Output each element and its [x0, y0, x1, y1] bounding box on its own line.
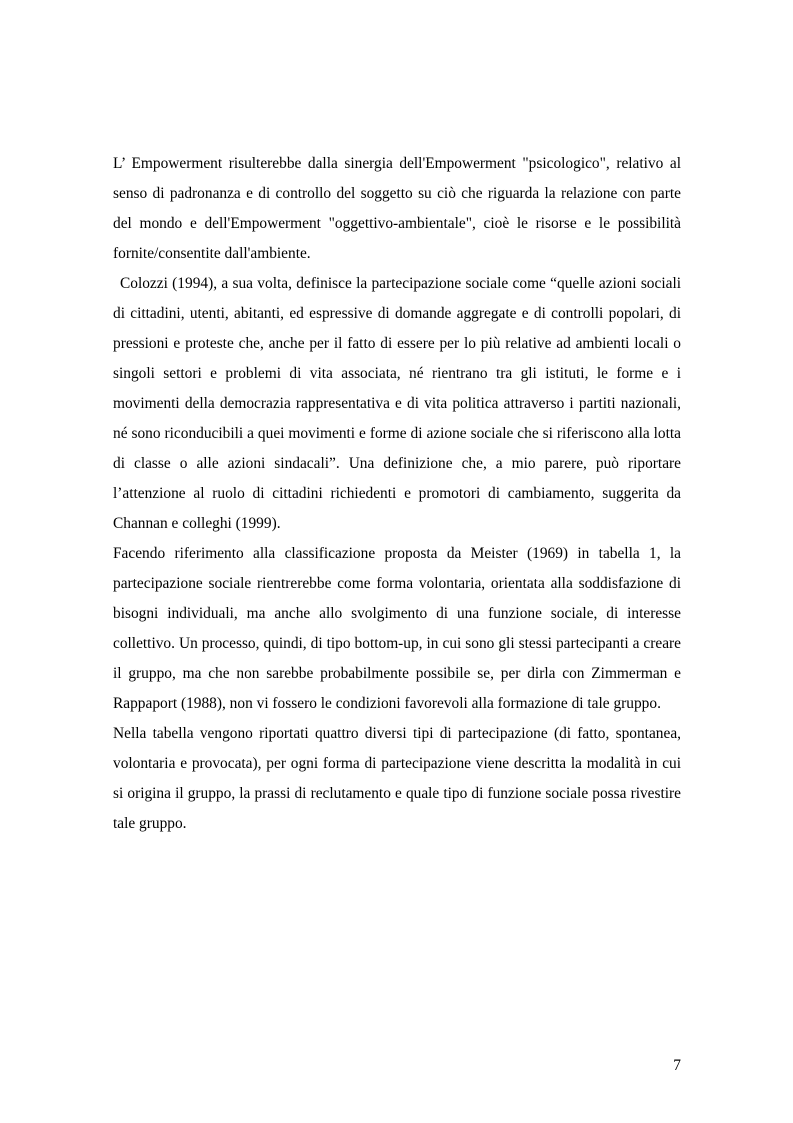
paragraph-meister: Facendo riferimento alla classificazione proposta da Meister (1969) in tabella 1, la partecipazione sociale rientrerebbe come forma volontaria, orientata alla soddisfazione di bisogni individuali, ma anche allo svolgimento di una funzione sociale, di interesse collettivo. Un processo, quindi, di tipo bottom-up, in cui sono gli stessi partecipanti a creare il gruppo, ma che non sarebbe probabilmente possibile se, per dirla con Zimmerman e Rappaport (1988), non vi fossero le condizioni favorevoli alla formazione di tale gruppo.: [113, 545, 681, 712]
document-body: [113, 149, 681, 839]
paragraph-empowerment: L’ Empowerment risulterebbe dalla sinergia dell'Empowerment "psicologico", relativo al senso di padronanza e di controllo del soggetto su ciò che riguarda la relazione con parte del mondo e dell'Empowerment "oggettivo-ambientale", cioè le risorse e le possibilità fornite/consentite dall'ambiente.: [113, 155, 681, 262]
page-number: 7: [673, 1057, 681, 1074]
paragraph-tabella: Nella tabella vengono riportati quattro diversi tipi di partecipazione (di fatto, spontanea, volontaria e provocata), per ogni forma di partecipazione viene descritta la modalità in cui si origina il gruppo, la prassi di reclutamento e quale tipo di funzione sociale possa rivestire tale gruppo.: [113, 725, 681, 832]
paragraph-colozzi: Colozzi (1994), a sua volta, definisce la partecipazione sociale come “quelle azioni sociali di cittadini, utenti, abitanti, ed espressive di domande aggregate e di controlli popolari, di pressioni e proteste che, anche per il fatto di essere per lo più relative ad ambienti locali o singoli settori e problemi di vita associata, né rientrano tra gli istituti, le forme e i movimenti della democrazia rappresentativa e di vita politica attraverso i partiti nazionali, né sono riconducibili a quei movimenti e forme di azione sociale che si riferiscono alla lotta di classe o alle azioni sindacali”. Una definizione che, a mio parere, può riportare l’attenzione al ruolo di cittadini richiedenti e promotori di cambiamento, suggerita da Channan e colleghi (1999).: [113, 275, 681, 532]
